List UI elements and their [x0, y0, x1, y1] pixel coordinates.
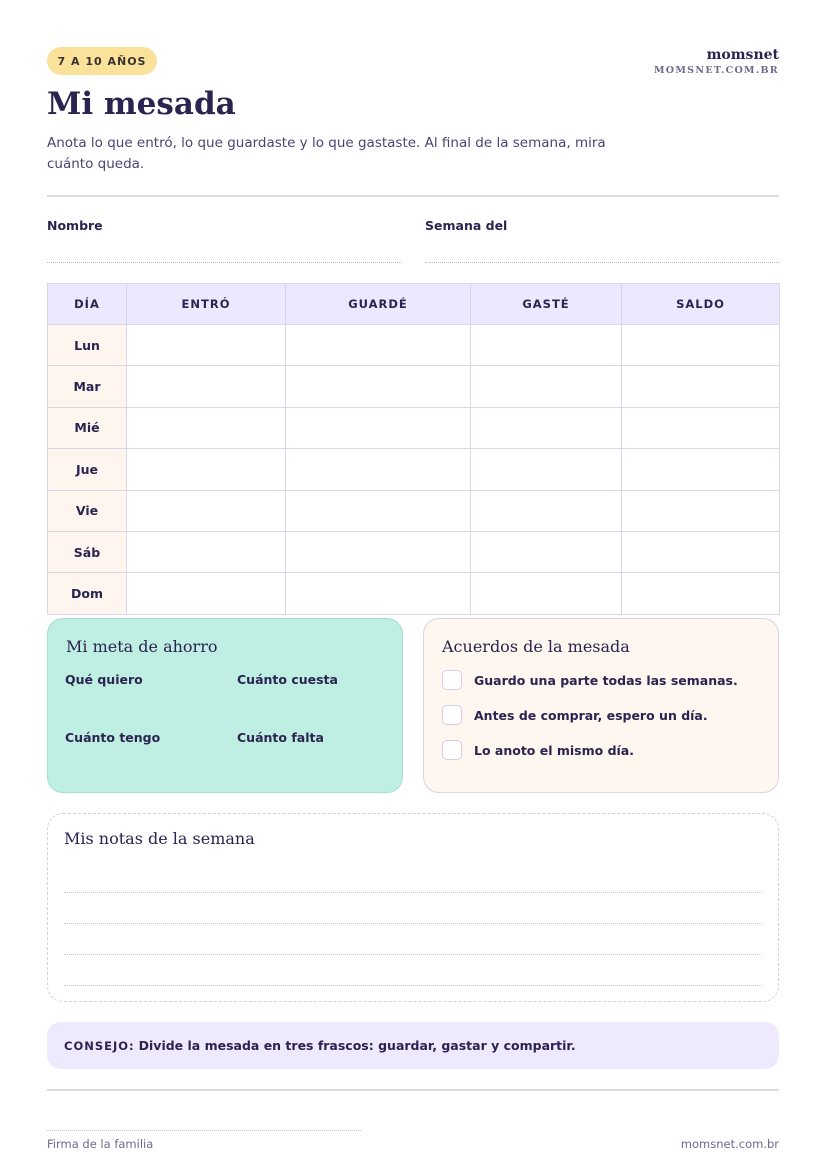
- income-cell[interactable]: [127, 366, 286, 407]
- day-cell: Mar: [48, 366, 127, 407]
- balance-cell[interactable]: [622, 325, 780, 366]
- goal-have-label: Cuánto tengo: [65, 730, 161, 745]
- column-header-balance: SALDO: [622, 284, 780, 325]
- column-header-spent: GASTÉ: [471, 284, 622, 325]
- day-cell: Sáb: [48, 531, 127, 572]
- agreement-item: [442, 670, 738, 690]
- balance-cell[interactable]: [622, 531, 780, 572]
- name-field[interactable]: [47, 262, 402, 263]
- agreement-checkbox[interactable]: [442, 740, 462, 760]
- goal-missing-label: Cuánto falta: [237, 730, 324, 745]
- table-row: [48, 531, 780, 572]
- name-label: Nombre: [47, 218, 103, 233]
- note-line[interactable]: [64, 985, 762, 986]
- tip-label: CONSEJO:: [64, 1038, 135, 1053]
- agreements-title: Acuerdos de la mesada: [442, 637, 630, 656]
- spent-cell[interactable]: [471, 366, 622, 407]
- note-line[interactable]: [64, 892, 762, 893]
- spent-cell[interactable]: [471, 325, 622, 366]
- column-header-saved: GUARDÉ: [286, 284, 471, 325]
- spent-cell[interactable]: [471, 490, 622, 531]
- agreements-card: [423, 618, 779, 793]
- agreement-text: Guardo una parte todas las semanas.: [474, 672, 738, 688]
- income-cell[interactable]: [127, 573, 286, 614]
- agreement-checkbox[interactable]: [442, 670, 462, 690]
- spent-cell[interactable]: [471, 407, 622, 448]
- brand-url: MOMSNET.COM.BR: [653, 65, 779, 76]
- note-line[interactable]: [64, 954, 762, 955]
- day-cell: Vie: [48, 490, 127, 531]
- tip-text: Divide la mesada en tres frascos: guardar, gastar y compartir.: [138, 1038, 576, 1053]
- balance-cell[interactable]: [622, 449, 780, 490]
- table-row: [48, 490, 780, 531]
- spent-cell[interactable]: [471, 531, 622, 572]
- week-field[interactable]: [425, 262, 779, 263]
- agreement-item: [442, 740, 634, 760]
- table-row: [48, 573, 780, 614]
- balance-cell[interactable]: [622, 490, 780, 531]
- saved-cell[interactable]: [286, 531, 471, 572]
- saved-cell[interactable]: [286, 490, 471, 531]
- day-cell: Dom: [48, 573, 127, 614]
- table-row: [48, 407, 780, 448]
- savings-goal-card: [47, 618, 403, 793]
- balance-cell[interactable]: [622, 573, 780, 614]
- agreement-text: Antes de comprar, espero un día.: [474, 707, 708, 723]
- note-line[interactable]: [64, 923, 762, 924]
- saved-cell[interactable]: [286, 573, 471, 614]
- spent-cell[interactable]: [471, 573, 622, 614]
- tip-banner: [47, 1022, 779, 1069]
- table-header-row: [48, 284, 780, 325]
- agreement-text: Lo anoto el mismo día.: [474, 742, 634, 758]
- allowance-table: [47, 283, 780, 615]
- age-badge: 7 A 10 AÑOS: [47, 47, 157, 75]
- savings-goal-title: Mi meta de ahorro: [66, 637, 218, 656]
- column-header-income: ENTRÓ: [127, 284, 286, 325]
- weekly-notes-title: Mis notas de la semana: [64, 829, 255, 848]
- income-cell[interactable]: [127, 325, 286, 366]
- goal-want-label: Qué quiero: [65, 672, 143, 687]
- footer-divider: [47, 1089, 779, 1091]
- saved-cell[interactable]: [286, 449, 471, 490]
- table-row: [48, 366, 780, 407]
- signature-label: Firma de la familia: [47, 1137, 154, 1151]
- brand-name: momsnet: [706, 47, 779, 63]
- spent-cell[interactable]: [471, 449, 622, 490]
- weekly-notes-card: [47, 813, 779, 1002]
- day-cell: Jue: [48, 449, 127, 490]
- column-header-day: DÍA: [48, 284, 127, 325]
- balance-cell[interactable]: [622, 407, 780, 448]
- page-title: Mi mesada: [47, 86, 236, 122]
- footer-url: momsnet.com.br: [680, 1137, 779, 1151]
- income-cell[interactable]: [127, 449, 286, 490]
- saved-cell[interactable]: [286, 366, 471, 407]
- day-cell: Mié: [48, 407, 127, 448]
- day-cell: Lun: [48, 325, 127, 366]
- agreement-checkbox[interactable]: [442, 705, 462, 725]
- agreement-item: [442, 705, 708, 725]
- table-row: [48, 325, 780, 366]
- brand-block: [654, 47, 779, 76]
- saved-cell[interactable]: [286, 407, 471, 448]
- goal-cost-label: Cuánto cuesta: [237, 672, 338, 687]
- page-subtitle: Anota lo que entró, lo que guardaste y lo que gastaste. Al final de la semana, mira cuánto queda.: [47, 135, 606, 172]
- week-label: Semana del: [425, 218, 508, 233]
- signature-line[interactable]: [47, 1130, 361, 1131]
- income-cell[interactable]: [127, 407, 286, 448]
- balance-cell[interactable]: [622, 366, 780, 407]
- saved-cell[interactable]: [286, 325, 471, 366]
- income-cell[interactable]: [127, 531, 286, 572]
- header-divider: [47, 195, 779, 197]
- table-row: [48, 449, 780, 490]
- income-cell[interactable]: [127, 490, 286, 531]
